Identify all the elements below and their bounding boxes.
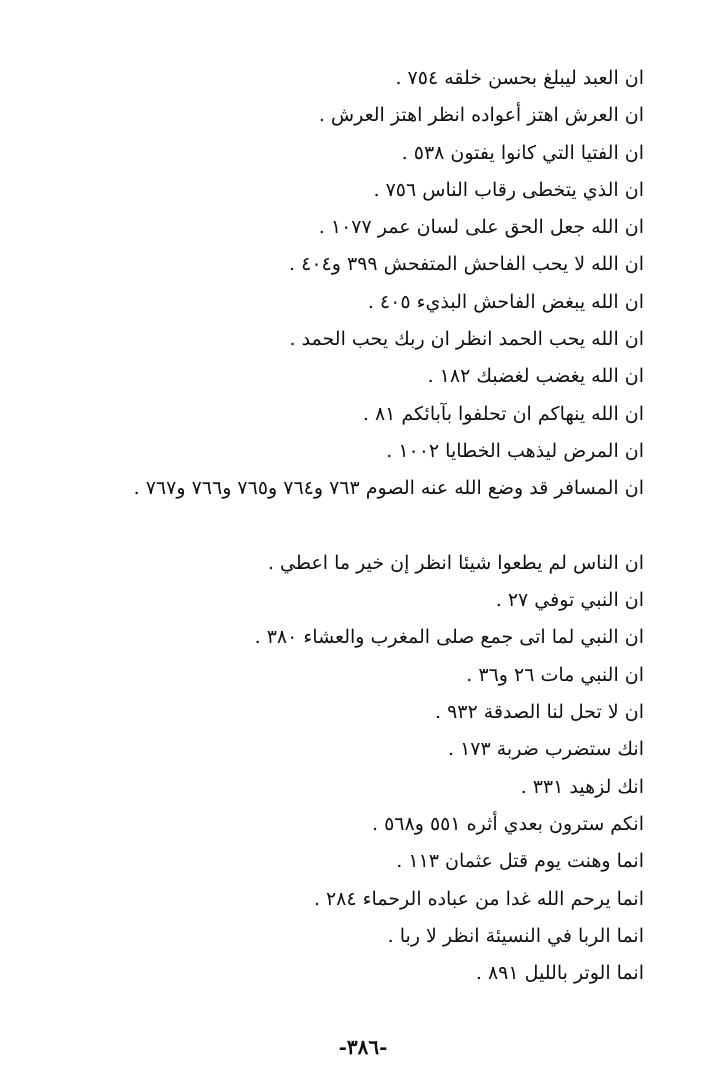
index-entry: انما وهنت يوم قتل عثمان ١١٣ . xyxy=(396,850,644,873)
index-entry: ان العبد ليبلغ بحسن خلقه ٧٥٤ . xyxy=(395,67,644,89)
index-entry: انك ستضرب ضربة ١٧٣ . xyxy=(447,738,644,761)
index-entry: ان الله لا يحب الفاحش المتفحش ٣٩٩ و٤٠٤ . xyxy=(289,253,644,276)
index-entry: انما الربا في النسيئة انظر لا ربا . xyxy=(387,924,644,947)
index-entry: ان العرش اهتز أعواده انظر اهتز العرش . xyxy=(318,104,644,127)
index-entry: ان الناس لم يطعوا شيئا انظر إن خير ما اعطي . xyxy=(267,551,644,574)
index-entries xyxy=(64,60,644,992)
index-entry: ان النبي لما اتى جمع صلى المغرب والعشاء ٣٨٠ . xyxy=(254,626,644,649)
index-entry: انما يرحم الله غدا من عباده الرحماء ٢٨٤ . xyxy=(313,887,644,910)
index-entry: ان الفتيا التي كانوا يفتون ٥٣٨ . xyxy=(401,141,644,164)
index-entry: ان المرض ليذهب الخطايا ١٠٠٢ . xyxy=(386,439,644,462)
index-entry: ان الله يغضب لغضبك ١٨٢ . xyxy=(427,365,644,388)
index-entry: ان الله ينهاكم ان تحلفوا بآبائكم ٨١ . xyxy=(362,402,644,425)
index-entry: ان الله يحب الحمد انظر ان ربك يحب الحمد . xyxy=(289,328,644,351)
index-entry: انك لزهيد ٣٣١ . xyxy=(520,775,644,798)
index-entry: ان الله جعل الحق على لسان عمر ١٠٧٧ . xyxy=(318,216,644,239)
index-entry: ان الذي يتخطى رقاب الناس ٧٥٦ . xyxy=(373,178,644,201)
index-entry: ان المسافر قد وضع الله عنه الصوم ٧٦٣ و٧٦٤ و٧٦٥ و٧٦٦ و٧٦٧ . xyxy=(133,477,644,500)
index-entry: ان لا تحل لنا الصدقة ٩٣٢ . xyxy=(434,701,644,724)
index-entry: ان النبي توفي ٢٧ . xyxy=(495,589,644,612)
index-entry: انكم سترون بعدي أثره ٥٥١ و٥٦٨ . xyxy=(372,812,644,835)
index-entry: ان الله يبغض الفاحش البذيء ٤٠٥ . xyxy=(367,290,644,313)
index-entry: ان النبي مات ٢٦ و٣٦ . xyxy=(466,663,644,686)
index-entry: انما الوتر بالليل ٨٩١ . xyxy=(475,962,644,985)
page-number: -٣٨٦- xyxy=(338,1035,388,1059)
